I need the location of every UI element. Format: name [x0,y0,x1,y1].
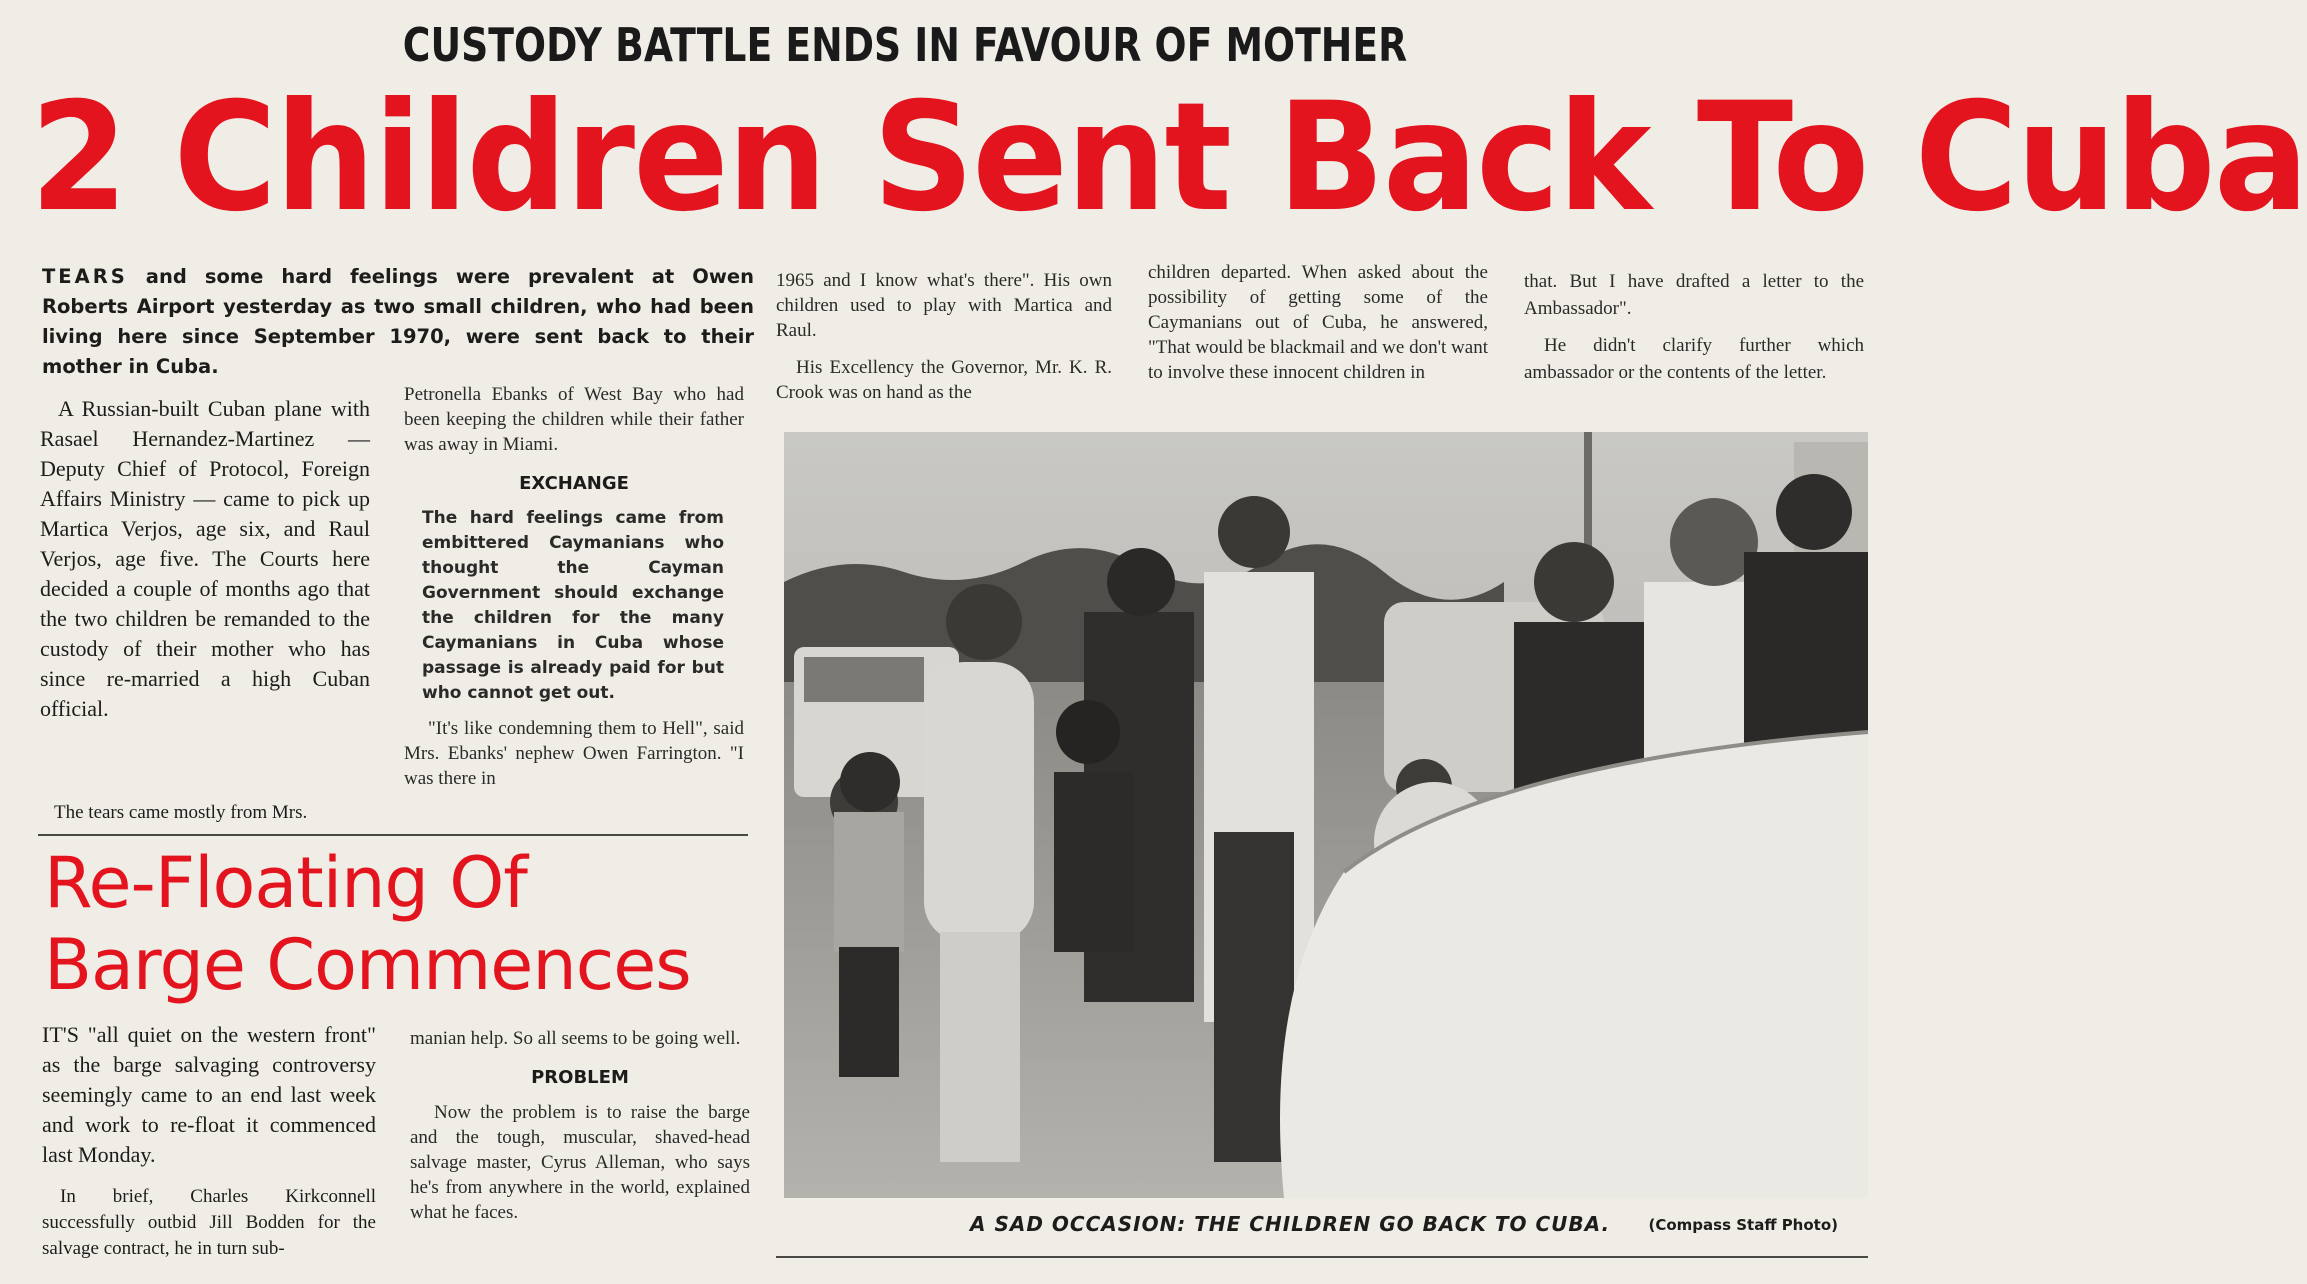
news-photo [784,432,1868,1198]
story1-column-3 [776,268,1112,405]
photo-illustration [784,432,1868,1198]
story2-paragraph-2: In brief, Charles Kirkconnell successfully outbid Jill Bodden for the salvage contract, he in turn sub- [42,1186,376,1259]
story2-column-2 [410,1026,750,1225]
story1-col2-paragraph-2: "It's like condemning them to Hell", said Mrs. Ebanks' nephew Owen Farrington. "I was there in [404,718,744,789]
exchange-box: The hard feelings came from embittered Caymanians who thought the Cayman Government should exchange the children for the many Caymanians in Cuba whose passage is already paid for but who cannot get out. [422,508,724,703]
second-headline-line-2: Barge Commences [44,924,691,1006]
story1-paragraph: A Russian-built Cuban plane with Rasael Hernandez-Martinez — Deputy Chief of Protocol, Foreign Affairs Ministry — came to pick up Martica Verjos, age six, and Raul Verjos, age five. The Courts here decided a couple of months ago that the two children be remanded to the custody of their mother who has since re-married a high Cuban official. [40,396,370,721]
photo-credit: (Compass Staff Photo) [1648,1216,1838,1234]
subhead-exchange: EXCHANGE [519,473,629,494]
photo-caption-bar [784,1212,1868,1242]
story1-column-5 [1524,268,1864,386]
lead-first-word: TEARS [42,265,128,288]
story1-lead [42,262,754,382]
main-headline: 2 Children Sent Back To Cuba [30,71,2307,245]
lead-text: and some hard feelings were prevalent at Owen Roberts Airport yesterday as two small children, who had been living here since September 1970, were sent back to their mother in Cuba. [42,265,754,378]
story1-col5-paragraph-2: He didn't clarify further which ambassador or the contents of the letter. [1524,335,1864,383]
subhead-problem: PROBLEM [531,1067,629,1088]
photo-caption: A SAD OCCASION: THE CHILDREN GO BACK TO CUBA. [970,1212,1611,1236]
story2-column-1 [42,1020,376,1262]
story2-paragraph: IT'S "all quiet on the western front" as the barge salvaging controversy seemingly came to an end last week and work to re-float it commenced last Monday. [42,1022,376,1167]
story1-column-4 [1148,260,1488,385]
story1-column-1 [40,394,370,724]
story1-column-2 [404,382,744,791]
story1-col4-paragraph: children departed. When asked about the possibility of getting some of the Caymanians out of Cuba, he answered, "That would be blackmail and we don't want to involve these innocent children in [1148,262,1488,383]
kicker-headline: CUSTODY BATTLE ENDS IN FAVOUR OF MOTHER [402,18,1408,72]
story1-tears-line: The tears came mostly from Mrs. [54,802,308,823]
story1-col3-paragraph: 1965 and I know what's there". His own children used to play with Martica and Raul. [776,270,1112,341]
divider-rule-right [776,1256,1868,1258]
story2-col2-paragraph-2: Now the problem is to raise the barge and the tough, muscular, shaved-head salvage master, Cyrus Alleman, who says he's from anywhere in the world, explained what he faces. [410,1102,750,1223]
second-headline [44,842,764,1006]
story1-col2-paragraph: Petronella Ebanks of West Bay who had been keeping the children while their father was away in Miami. [404,384,744,455]
second-headline-line-1: Re-Floating Of [44,842,527,924]
story2-col2-paragraph: manian help. So all seems to be going well. [410,1028,741,1049]
story1-col3-paragraph-2: His Excellency the Governor, Mr. K. R. Crook was on hand as the [776,357,1112,403]
story1-col5-paragraph: that. But I have drafted a letter to the Ambassador". [1524,271,1864,319]
divider-rule [38,834,748,836]
